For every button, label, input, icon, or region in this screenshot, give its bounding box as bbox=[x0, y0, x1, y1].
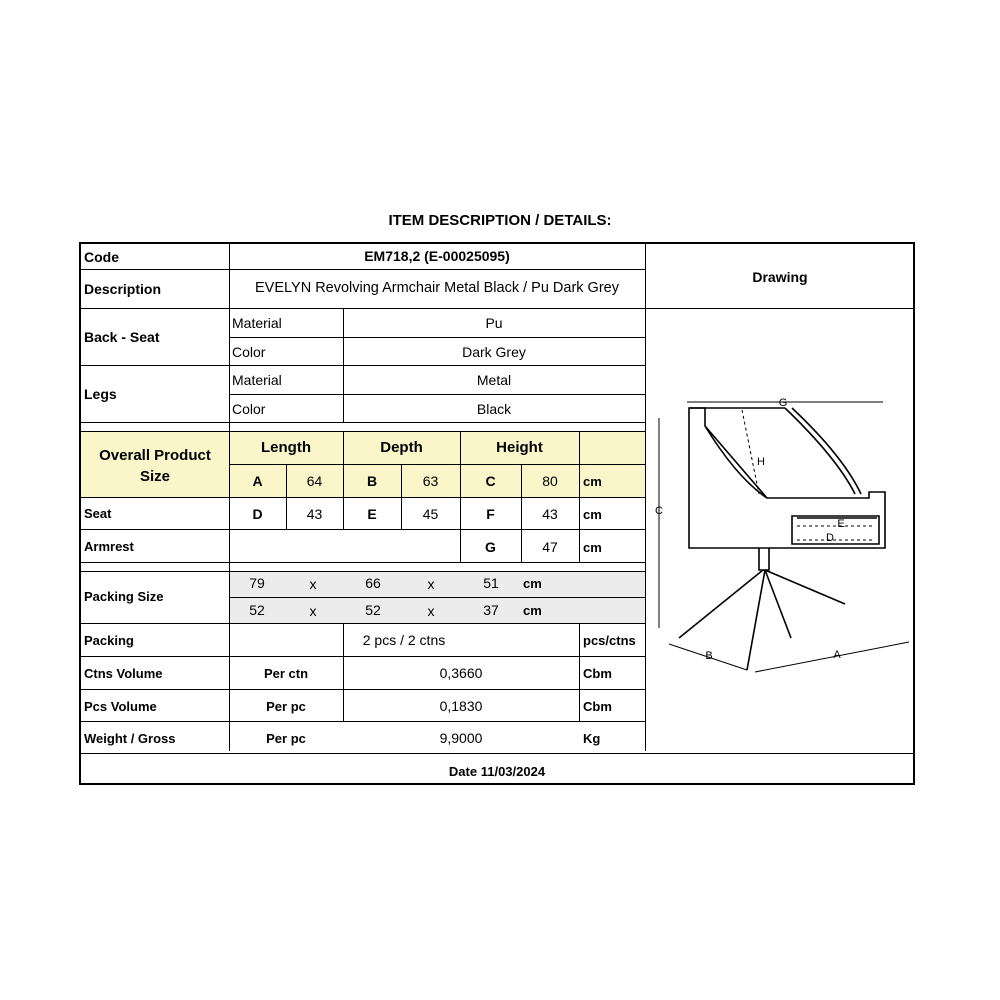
armrest-height-key: G bbox=[485, 539, 496, 555]
packing-row2-b: 52 bbox=[365, 602, 381, 618]
back-seat-color: Dark Grey bbox=[462, 344, 526, 360]
weight-per: Per pc bbox=[266, 731, 306, 746]
packing-value: 2 pcs / 2 ctns bbox=[362, 632, 446, 648]
packing-row1-x1: x bbox=[309, 576, 317, 592]
overall-height-key: C bbox=[485, 473, 496, 489]
drawing-letter-h: H bbox=[757, 456, 765, 468]
seat-length-value: 43 bbox=[306, 506, 323, 522]
weight-unit: Kg bbox=[583, 731, 601, 746]
drawing-letter-g: G bbox=[778, 397, 788, 409]
packing-row1-x2: x bbox=[427, 576, 435, 592]
packing-row1-a: 79 bbox=[249, 575, 265, 591]
ctns-volume-value: 0,3660 bbox=[439, 665, 483, 681]
back-seat-color-label: Color bbox=[232, 344, 266, 360]
seat-height-key: F bbox=[486, 506, 495, 522]
packing-row1-b: 66 bbox=[365, 575, 381, 591]
pcs-volume-value: 0,1830 bbox=[439, 698, 483, 714]
packing-row2-a: 52 bbox=[249, 602, 265, 618]
pcs-volume-unit: Cbm bbox=[583, 699, 612, 714]
drawing-letter-d: D bbox=[826, 532, 834, 544]
drawing-letter-e: E bbox=[837, 518, 845, 530]
pcs-volume-per: Per pc bbox=[266, 699, 306, 714]
drawing-letter-a: A bbox=[833, 649, 841, 661]
pcs-volume-label: Pcs Volume bbox=[84, 699, 157, 714]
seat-depth-value: 45 bbox=[422, 506, 439, 522]
seat-height-value: 43 bbox=[542, 506, 558, 522]
overall-length-key: A bbox=[252, 473, 263, 489]
chair-drawing bbox=[647, 308, 915, 784]
overall-height-value: 80 bbox=[542, 473, 558, 489]
packing-unit: pcs/ctns bbox=[583, 633, 636, 648]
depth-header: Depth bbox=[380, 439, 423, 456]
details-table bbox=[79, 242, 915, 785]
packing-label: Packing bbox=[84, 633, 134, 648]
code-value: EM718,2 (E-00025095) bbox=[364, 248, 510, 264]
legs-color-label: Color bbox=[232, 401, 266, 417]
weight-value: 9,9000 bbox=[439, 730, 483, 746]
legs-label: Legs bbox=[84, 386, 117, 402]
seat-depth-key: E bbox=[367, 506, 377, 522]
description-label: Description bbox=[84, 281, 162, 297]
overall-depth-key: B bbox=[366, 473, 378, 489]
page-title: ITEM DESCRIPTION / DETAILS: bbox=[388, 212, 612, 229]
armrest-unit: cm bbox=[583, 540, 602, 555]
legs-color: Black bbox=[476, 401, 512, 417]
seat-label: Seat bbox=[84, 506, 112, 521]
ctns-volume-unit: Cbm bbox=[583, 666, 612, 681]
packing-row2-x2: x bbox=[427, 603, 435, 619]
length-header: Length bbox=[261, 439, 311, 456]
packing-row2-x1: x bbox=[309, 603, 317, 619]
armrest-label: Armrest bbox=[84, 539, 134, 554]
date: Date 11/03/2024 bbox=[448, 764, 546, 779]
back-seat-material: Pu bbox=[485, 315, 503, 331]
ctns-volume-per: Per ctn bbox=[263, 666, 309, 681]
description-value: EVELYN Revolving Armchair Metal Black / Pu Dark Grey bbox=[255, 280, 619, 296]
overall-length-value: 64 bbox=[306, 473, 323, 489]
legs-material: Metal bbox=[476, 372, 512, 388]
armrest-height-value: 47 bbox=[542, 539, 558, 555]
ctns-volume-label: Ctns Volume bbox=[84, 666, 163, 681]
height-header: Height bbox=[496, 439, 543, 456]
seat-unit: cm bbox=[583, 507, 602, 522]
packing-row2-unit: cm bbox=[523, 603, 542, 618]
drawing-label: Drawing bbox=[752, 269, 808, 285]
drawing-letter-b: B bbox=[705, 650, 713, 662]
legs-material-label: Material bbox=[232, 372, 282, 388]
overall-size-label: Overall Product Size bbox=[99, 447, 211, 485]
drawing-letter-c: C bbox=[655, 505, 663, 517]
code-label: Code bbox=[84, 249, 119, 265]
weight-label: Weight / Gross bbox=[84, 731, 176, 746]
packing-row1-unit: cm bbox=[523, 576, 542, 591]
overall-depth-value: 63 bbox=[422, 473, 439, 489]
packing-row1-c: 51 bbox=[483, 575, 499, 591]
overall-unit: cm bbox=[583, 474, 602, 489]
seat-length-key: D bbox=[252, 506, 263, 522]
back-seat-material-label: Material bbox=[232, 315, 282, 331]
packing-row2-c: 37 bbox=[483, 602, 499, 618]
back-seat-label: Back - Seat bbox=[84, 329, 160, 345]
packing-size-label: Packing Size bbox=[84, 589, 164, 604]
